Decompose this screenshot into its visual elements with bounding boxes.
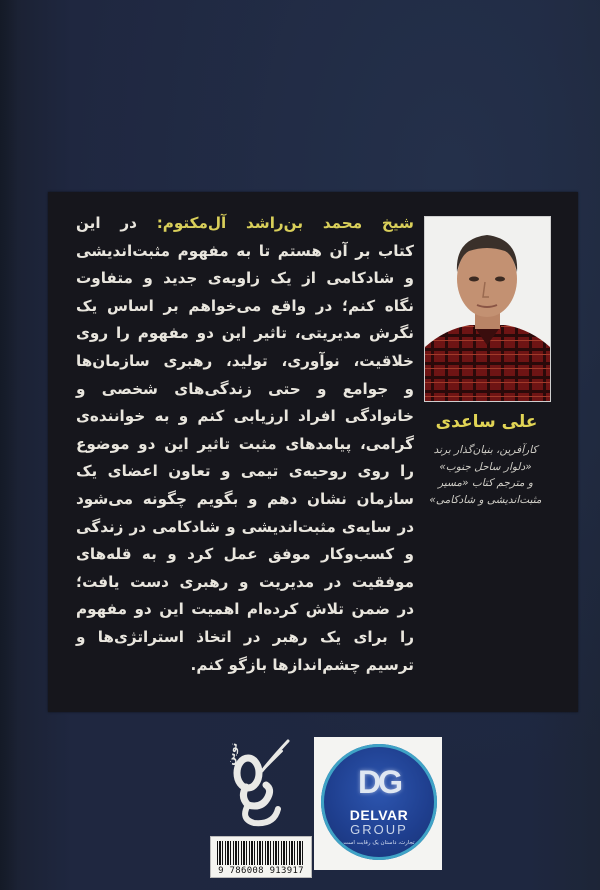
blurb-line: در ضمن تلاش کرده‌ام اهمیت این دو مفهوم (76, 600, 414, 619)
blurb-text (76, 210, 414, 679)
blurb-panel (48, 192, 578, 712)
dg-monogram-icon: DG (358, 764, 400, 800)
delvar-badge (321, 744, 437, 860)
blurb-line: خلاقیت، نوآوری، تولید، رهبری سازمان‌ها (76, 351, 414, 370)
blurb-line: ترسیم چشم‌اندازها بازگو کنم. (190, 655, 414, 674)
sponsor-logo (314, 737, 442, 870)
barcode-bars (217, 841, 305, 865)
blurb-line: سازمان نشان دهم و بگویم چگونه می‌شود (76, 489, 414, 508)
author-name: علی ساعدی (435, 412, 538, 432)
blurb-line: کتاب بر آن هستم تا به مفهوم مثبت‌اندیشی (76, 241, 414, 260)
blurb-line: و کسب‌وکار موفق عمل کرد و به قله‌های (76, 545, 414, 564)
spine-edge-shadow (0, 0, 18, 890)
author-photo (424, 216, 551, 402)
sponsor-tagline: تجارت، داستان یک رقابت است (343, 840, 415, 846)
blurb-line: و شادکامی از یک زاویه‌ی جدید و متفاوت (76, 269, 414, 288)
blurb-line: نگاه کنم؛ در واقع می‌خواهم بر اساس یک (76, 296, 414, 315)
blurb-line: در سایه‌ی مثبت‌اندیشی و شادکامی در زندگی (76, 517, 414, 536)
negah-calligraphy-icon (218, 735, 298, 830)
sponsor-subname: GROUP (350, 822, 408, 837)
blurb-line: خانوادگی افراد ارزیابی کنم و به خواننده‌ی (76, 407, 414, 426)
publisher-logo (218, 735, 298, 830)
isbn-barcode (210, 836, 312, 878)
isbn-digits: 9 786008 913917 (218, 866, 304, 876)
quote-attribution: شیخ محمد بن‌راشد آل‌مکتوم: (156, 214, 414, 232)
blurb-line: نگرش مدیریتی، تاثیر این دو مفهوم را روی (76, 324, 414, 343)
blurb-line: و جوامع و حتی زندگی‌های شخصی و (76, 379, 414, 398)
blurb-line: موفقیت در مدیریت و رهبری دست یافت؛ (76, 572, 414, 591)
blurb-line: گرامی، پیامدهای مثبت تاثیر این دو موضوع (76, 434, 414, 453)
sponsor-name: DELVAR (349, 807, 409, 823)
author-bio: کارآفرین، بنیان‌گذار برند «دلوار ساحل جنوب» و مترجم کتاب «مسیر مثبت‌اندیشی و شادکامی» (429, 444, 542, 506)
blurb-line: را روی روحیه‌ی تیمی و تعاون اعضای یک (76, 462, 414, 481)
blurb-line: را برای یک رهبر در اتخاذ استراتژی‌ها و (76, 627, 414, 646)
blurb-line: شیخ محمد بن‌راشد آل‌مکتوم: در این (76, 214, 414, 232)
svg-text:نوین: نوین (225, 741, 241, 767)
portrait-illustration (425, 217, 550, 401)
